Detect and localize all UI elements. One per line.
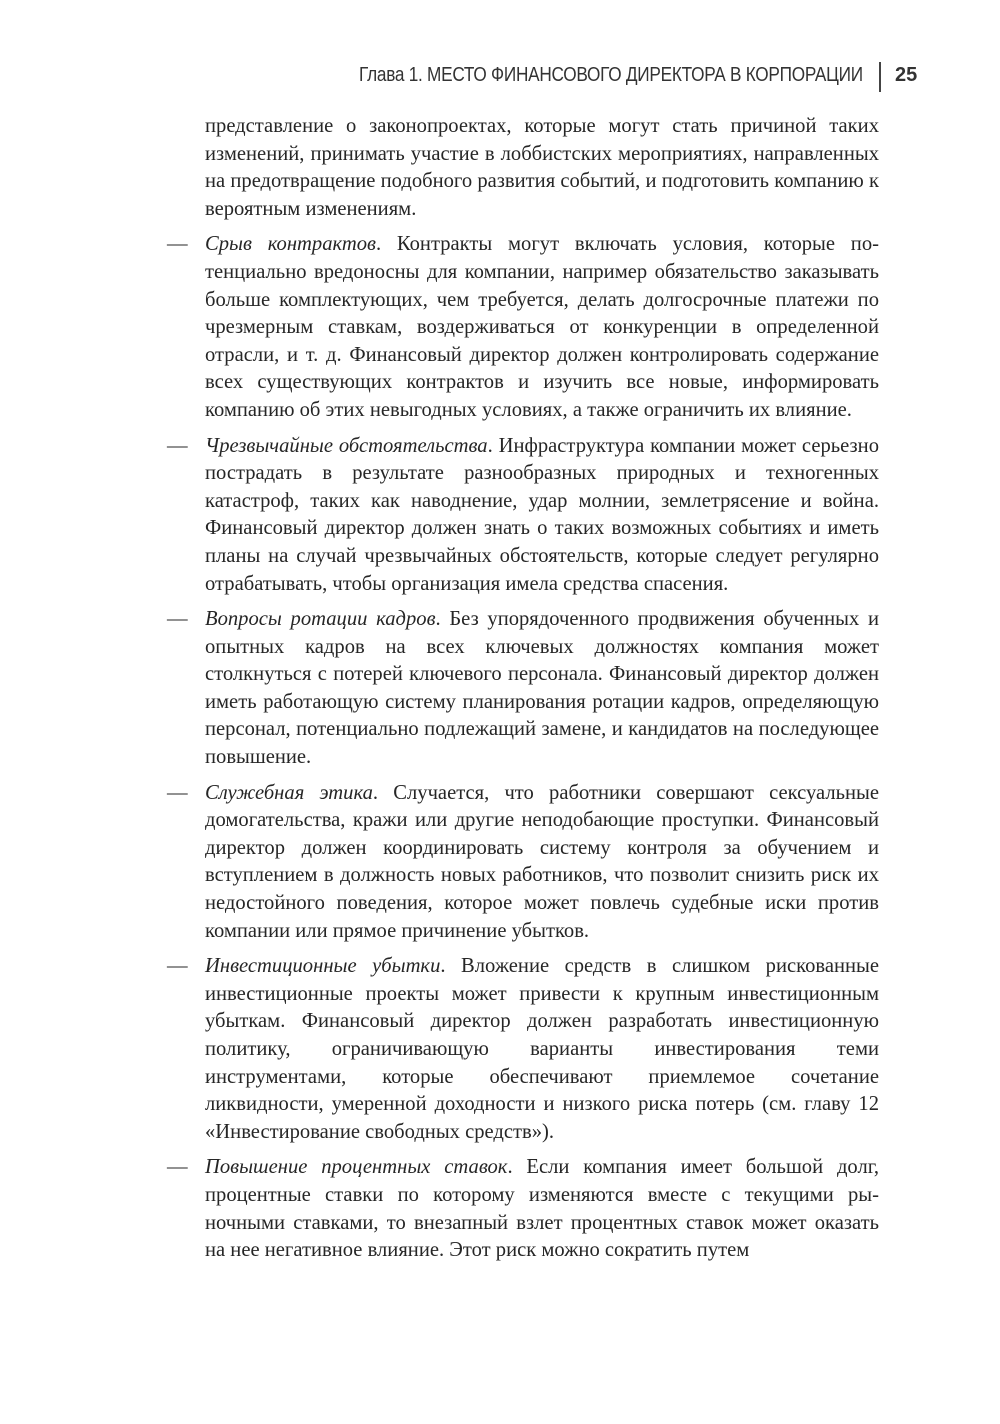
dash-marker: — xyxy=(167,955,188,978)
header-divider xyxy=(879,62,881,92)
dash-marker: — xyxy=(167,1156,188,1179)
dash-marker: — xyxy=(167,608,188,631)
list-item-text xyxy=(205,231,879,424)
list-item-text xyxy=(205,953,879,1146)
list-item-text xyxy=(205,1154,879,1264)
list-item-interest-rates xyxy=(167,1154,879,1264)
list-item-text xyxy=(205,433,879,599)
item-body: . Без упорядоченного продвижения обученных и опытных кадров на всех ключевых должностях компания может столкнуться с потерей ключевого персонала. Финансовый директор должен иметь работающую систему планирования ротации кадров, определяющую персонал, потенциально подлежащий замене, и кандидатов на последующее повышение. xyxy=(205,608,879,769)
list-item-text xyxy=(205,606,879,772)
item-body: . Вложение средств в слишком рискованные инвестиционные проекты может привести к крупным инвестиционным убыткам. Финансовый директор должен разработать инвестиционную политику, ограничивающую варианты инвестирования теми инструментами, которые обеспечивают приемлемое сочетание ликвидности, умеренной доходности и низкого риска потерь (см. главу 12 «Инвестирование свободных средств»). xyxy=(205,955,880,1143)
italic-term: Служебная этика xyxy=(205,781,373,804)
list-item-ethics xyxy=(167,780,879,946)
item-body: . Случается, что работники совершают сексуальные домогательства, кражи или другие неподобающие проступки. Финансовый директор должен координировать систему контроля за обучением и вступлением в должность новых работников, что позволит снизить риск их недостойного поведения, которое может повлечь судебные иски против компании или прямое причинение убытков. xyxy=(205,781,879,942)
item-body: . Если компания имеет большой долг, процентные ставки по которому изменяются вместе с текущими рыночными ставками, то внезапный взлет процентных ставок может оказать на нее негативное влияние. Этот риск можно сократить путем xyxy=(205,1156,879,1262)
italic-term: Вопросы ротации кадров xyxy=(205,608,436,631)
page-number: 25 xyxy=(895,64,918,86)
list-item-staff-rotation xyxy=(167,606,879,772)
list-item-investment-losses xyxy=(167,953,880,1146)
chapter-title: Глава 1. МЕСТО ФИНАНСОВОГО ДИРЕКТОРА В КОРПОРАЦИИ xyxy=(359,64,863,86)
italic-term: Чрезвычайные обстоятельства xyxy=(205,434,488,457)
italic-term: Срыв контрактов xyxy=(205,233,376,256)
italic-term: Инвестиционные убытки xyxy=(205,955,441,978)
dash-marker: — xyxy=(167,781,188,804)
dash-marker: — xyxy=(167,233,188,256)
list-item-emergencies xyxy=(167,433,879,599)
item-body: . Контракты могут включать условия, которые потенциально вредоносны для компании, например обязательство заказывать больше комплектующих, чем требуется, делать долгосрочные платежи по чрезмерным ставкам, воздерживаться от конкуренции в определенной отрасли, и т. д. Финансовый директор должен контролировать содержание всех существующих контрактов и изучить все новые, информировать компанию об этих невыгодных условиях, а также ограничить их влияние. xyxy=(205,233,879,421)
running-head xyxy=(0,62,1000,96)
intro-paragraph: представление о законопроектах, которые могут стать причиной таких изменений, принимать участие в лоббистских мероприятиях, направленных на предотвращение подобного развития событий, и подготовить компанию к вероятным изменениям. xyxy=(205,115,879,220)
italic-term: Повышение процентных ставок xyxy=(205,1156,508,1179)
item-body: . Инфраструктура компании может серьезно пострадать в результате разнообразных природных и техногенных катастроф, таких как наводнение, удар молнии, землетрясение и война. Финансовый директор должен знать о таких возможных событиях и иметь планы на случай чрезвычайных обстоятельств, которые следует регулярно отрабатывать, чтобы организация имела средства спасения. xyxy=(205,434,879,595)
list-item-contract-breach xyxy=(167,231,879,424)
list-item-text xyxy=(205,780,879,946)
page-body xyxy=(167,113,880,1265)
dash-marker: — xyxy=(167,434,188,457)
